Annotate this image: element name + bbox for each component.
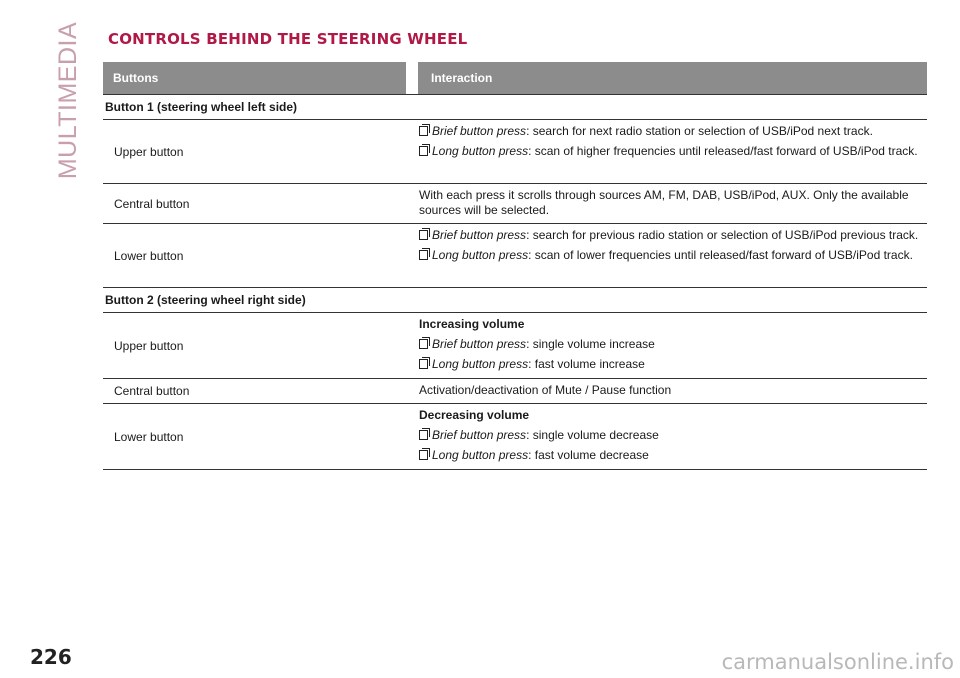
bullet-term: Long button press [432,448,529,462]
button-name: Upper button [114,338,184,353]
table-row [103,120,927,184]
interaction-cell [419,313,927,378]
interaction-cell [419,404,927,469]
interaction-subhead: Increasing volume [419,317,525,331]
section-header: Button 1 (steering wheel left side) [103,95,927,120]
bullet-item [419,357,921,372]
bullet-desc: : search for next radio station or selection of USB/iPod next track. [526,124,873,138]
header-interaction: Interaction [418,62,927,94]
bullet-desc: : fast volume decrease [528,448,649,462]
watermark: carmanualsonline.info [721,650,954,674]
button-name: Lower button [114,248,184,263]
bullet-icon [419,430,428,440]
page-title: CONTROLS BEHIND THE STEERING WHEEL [108,30,468,48]
bullet-icon [419,230,428,240]
button-name: Upper button [114,144,184,159]
button-name: Central button [114,384,190,398]
controls-table [103,62,927,470]
bullet-desc: : single volume decrease [526,428,659,442]
table-row [103,404,927,470]
bullet-term: Brief button press [432,428,527,442]
table-row [103,224,927,288]
bullet-item [419,124,921,139]
bullet-item [419,337,921,352]
table-body [103,95,927,470]
bullet-desc: : single volume increase [526,337,655,351]
interaction-cell [419,120,927,183]
page-number: 226 [30,645,72,669]
header-buttons: Buttons [103,62,406,94]
section-tab-label: MULTIMEDIA [54,21,83,179]
table-header [103,62,927,95]
bullet-item [419,144,921,159]
bullet-icon [419,250,428,260]
bullet-item [419,428,921,443]
bullet-desc: : fast volume increase [528,357,645,371]
bullet-term: Long button press [432,144,529,158]
interaction-cell [419,379,927,403]
interaction-text: With each press it scrolls through sources AM, FM, DAB, USB/iPod, AUX. Only the available sources will be selected. [419,188,909,217]
button-name: Lower button [114,429,184,444]
interaction-subhead: Decreasing volume [419,408,530,422]
bullet-term: Long button press [432,248,529,262]
bullet-term: Long button press [432,357,529,371]
bullet-icon [419,126,428,136]
bullet-item [419,448,921,463]
bullet-item [419,228,921,243]
bullet-icon [419,146,428,156]
bullet-desc: : search for previous radio station or selection of USB/iPod previous track. [526,228,919,242]
bullet-icon [419,359,428,369]
bullet-desc: : scan of higher frequencies until released/fast forward of USB/iPod track. [528,144,918,158]
table-row [103,313,927,379]
section-header: Button 2 (steering wheel right side) [103,288,927,313]
button-name: Central button [114,196,190,211]
bullet-term: Brief button press [432,228,527,242]
bullet-icon [419,450,428,460]
interaction-cell [419,224,927,287]
section-tab [52,21,86,179]
bullet-term: Brief button press [432,124,527,138]
table-row [103,184,927,224]
bullet-desc: : scan of lower frequencies until released/fast forward of USB/iPod track. [528,248,913,262]
bullet-term: Brief button press [432,337,527,351]
interaction-cell [419,184,927,223]
bullet-item [419,248,921,263]
bullet-icon [419,339,428,349]
interaction-text: Activation/deactivation of Mute / Pause function [419,383,672,397]
table-row [103,379,927,404]
